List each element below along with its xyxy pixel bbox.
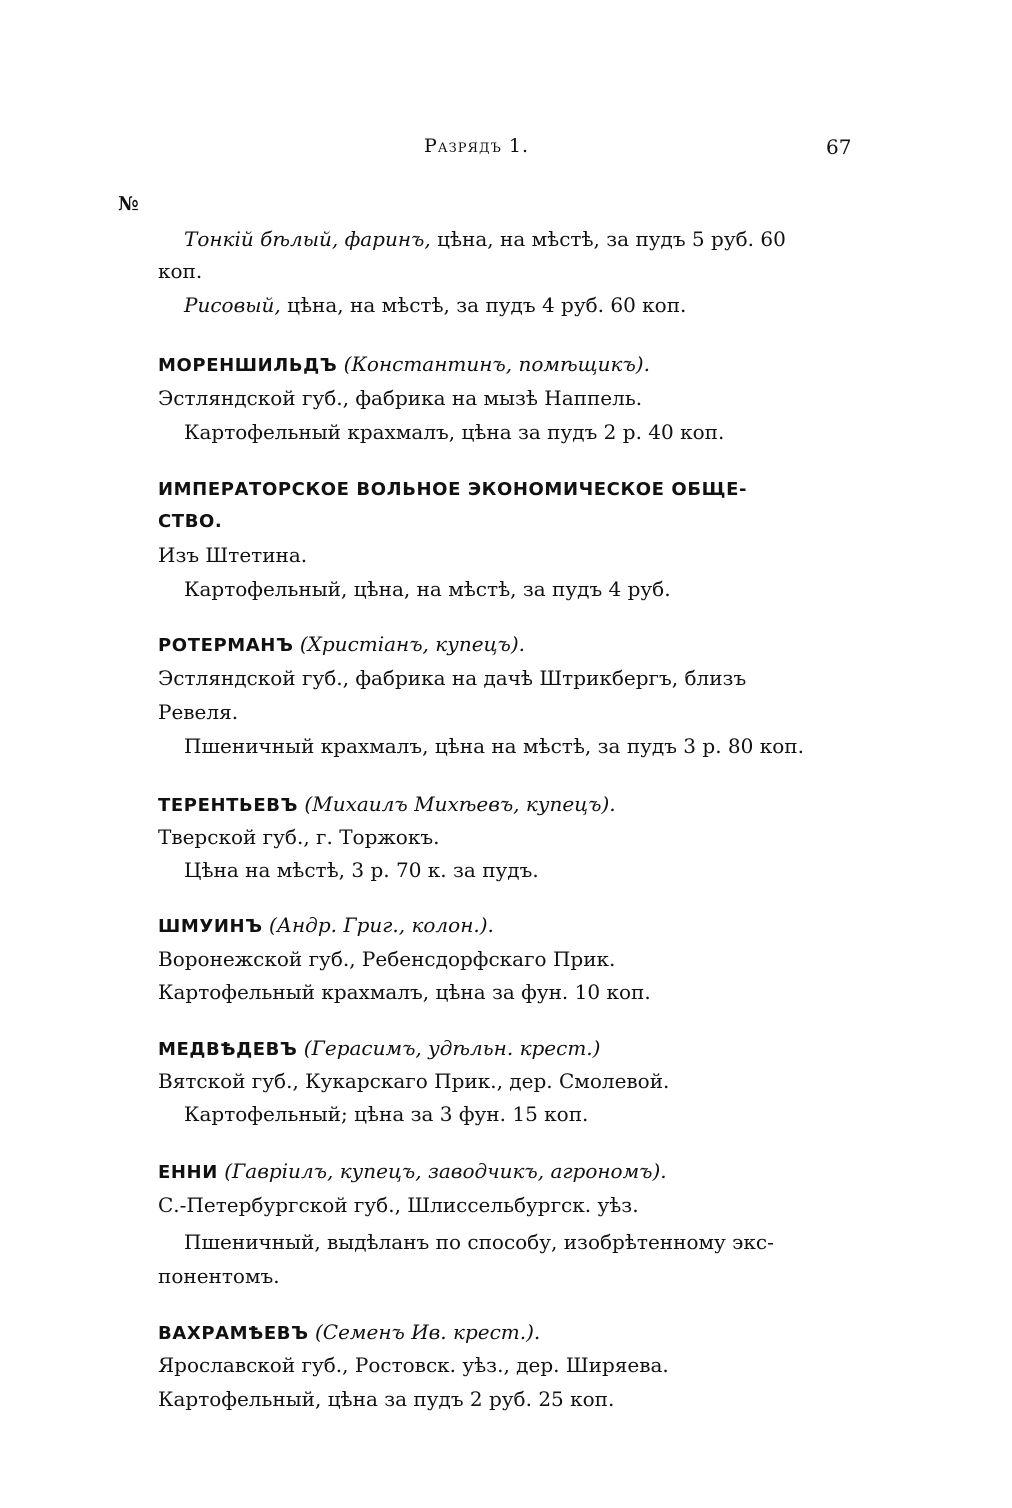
text-line: Тонкій бѣлый, фаринъ, цѣна, на мѣстѣ, за пудъ 5 руб. 60	[184, 227, 786, 251]
entry-location: Ревеля.	[158, 700, 239, 724]
numero-sign: №	[118, 193, 139, 215]
entry-location: Тверской губ., г. Торжокъ.	[158, 825, 440, 849]
entry-product: Цѣна на мѣстѣ, 3 р. 70 к. за пудъ.	[184, 858, 539, 882]
entry-heading: ШМУИНЪ (Андр. Григ., колон.).	[158, 913, 494, 937]
entry-product: Картофельный, цѣна за пудъ 2 руб. 25 коп.	[158, 1387, 615, 1411]
entry-product: понентомъ.	[158, 1264, 280, 1288]
text-line: Рисовый, цѣна, на мѣстѣ, за пудъ 4 руб. 60 коп.	[184, 293, 687, 317]
text-line: коп.	[158, 259, 203, 283]
entry-product: Картофельный, цѣна, на мѣстѣ, за пудъ 4 руб.	[184, 577, 671, 601]
entry-heading: МЕДВѢДЕВЪ (Герасимъ, удѣльн. крест.)	[158, 1036, 601, 1060]
entry-location: Эстляндской губ., фабрика на дачѣ Штрикбергъ, близъ	[158, 666, 747, 690]
entry-location: Воронежской губ., Ребенсдорфскаго Прик.	[158, 947, 616, 971]
entry-heading: ЕННИ (Гавріилъ, купецъ, заводчикъ, агрономъ).	[158, 1159, 667, 1183]
entry-product: Пшеничный, выдѣланъ по способу, изобрѣтенному экс-	[184, 1230, 774, 1254]
page-number: 67	[826, 135, 852, 159]
entry-heading: ВАХРАМѢЕВЪ (Семенъ Ив. крест.).	[158, 1320, 541, 1344]
entry-heading: РОТЕРМАНЪ (Христіанъ, купецъ).	[158, 632, 525, 656]
entry-product: Картофельный крахмалъ, цѣна за фун. 10 коп.	[158, 980, 651, 1004]
entry-product: Пшеничный крахмалъ, цѣна на мѣстѣ, за пудъ 3 р. 80 коп.	[184, 734, 804, 758]
entry-location: Вятской губ., Кукарскаго Прик., дер. Смолевой.	[158, 1069, 670, 1093]
entry-heading: ИМПЕРАТОРСКОЕ ВОЛЬНОЕ ЭКОНОМИЧЕСКОЕ ОБЩЕ-	[158, 479, 748, 500]
running-title: Разрядъ 1.	[424, 135, 530, 157]
entry-location: Изъ Штетина.	[158, 543, 308, 567]
entry-heading: МОРЕНШИЛЬДЪ (Константинъ, помѣщикъ).	[158, 352, 650, 376]
entry-location: С.-Петербургской губ., Шлиссельбургск. уѣз.	[158, 1193, 639, 1217]
entry-location: Ярославской губ., Ростовск. уѣз., дер. Ширяева.	[158, 1353, 669, 1377]
entry-product: Картофельный крахмалъ, цѣна за пудъ 2 р. 40 коп.	[184, 420, 725, 444]
entry-heading: ТЕРЕНТЬЕВЪ (Михаилъ Михѣевъ, купецъ).	[158, 792, 616, 816]
entry-product: Картофельный; цѣна за 3 фун. 15 коп.	[184, 1102, 589, 1126]
entry-location: Эстляндской губ., фабрика на мызѣ Наппель.	[158, 386, 643, 410]
entry-heading: СТВО.	[158, 511, 223, 532]
